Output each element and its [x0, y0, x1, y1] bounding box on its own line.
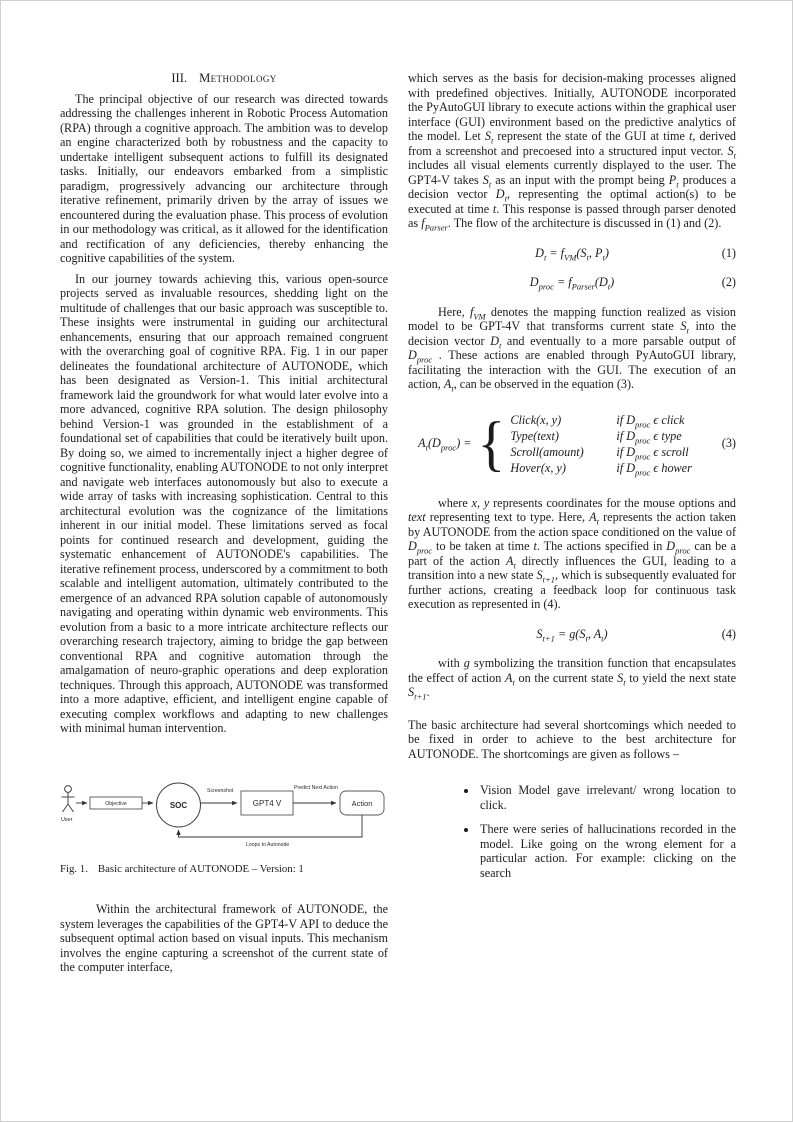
- paragraph-right-1: which serves as the basis for decision-making processes aligned with predefined objectives. Initially, AUTONODE incorporated the PyAutoGUI library to execute actions within the graphical user interface (GUI) environment based on the predictive analytics of the model. Let $S_t$ represent the state of the GUI at time t, derived from a screenshot and precoesed into a structured input vector. $S_t$ includes all visual elements currently displayed to the user. The GPT4-V takes $S_t$ as an input with the prompt being $P_t$ produces a decision vector $D_t$, representing the optimal action(s) to be executed at time t. This response is passed through parser denoted as $f_{Parser}$. The flow of the architecture is discussed in (1) and (2).: [408, 71, 737, 233]
- loop-label: Loops to Autonode: [246, 841, 290, 848]
- equation-3-cases: [510, 412, 691, 476]
- shortcoming-item: • There were series of hallucinations recorded in the model. Like going on the wrong element for a particular action. For example: clicking on the search: [478, 822, 736, 880]
- loop-arrow: [179, 815, 363, 837]
- case-row: [510, 428, 691, 444]
- paragraph-left-2: In our journey towards achieving this, various open-source projects served as invaluable resources, shedding light on the multitude of challenges that our basic approach was susceptible to. These insights were instrumental in guiding our architectural enhancements, ensuring that our approach remained congruent with the overarching goal of cognitive RPA. Fig. 1 in our paper delineates the foundational architecture of AUTONODE, which has been designated as Version-1. This initial architectural framework laid the groundwork for what would later evolve into a more advanced, cognitive RPA solution. The design philosophy behind Version-1 was grounded in the establishment of a foundational set of capabilities that could be iteratively built upon. By doing so, we aimed to incrementally inject a higher degree of cognitive functionality, enabling AUTONODE to not only interpret and navigate web interfaces autonomously but also to execute a wide array of tasks with increasing sophistication. Central to this architectural evolution was the cognizance of the limitations inherent in our initial model. These limitations served as focal points for continued research and development, guiding the systematic enhancement of AUTONODE's capabilities. The iterative refinement process, underscored by a commitment to both scalable and intelligent automation, ultimately contributed to the emergence of an advanced RPA solution capable of autonomously navigating and operating within dynamic web environments. This evolution from a basic to a more intricate architecture reflects our overarching research trajectory, aiming to bridge the gap between conventional RPA and cognitive automation through the amalgamation of neuro-graphic operations and deep exploration techniques. Through this approach, AUTONODE was transformed into a more adaptive, efficient, and intelligent engine capable of executing complex workflows and adapting to new challenges with minimal human intervention.: [60, 271, 388, 735]
- shortcoming-item: • Vision Model gave irrelevant/ wrong location to click.: [478, 783, 736, 812]
- soc-label: SOC: [169, 800, 188, 810]
- case-brace: {: [477, 409, 506, 478]
- section-heading: [60, 71, 388, 86]
- equation-1: [408, 246, 736, 261]
- case-row: [510, 412, 691, 428]
- case-call: Type(text): [510, 428, 559, 443]
- right-column: [408, 71, 736, 890]
- equation-2-body: $D_{proc} = f_{Parser}(D_t)$: [529, 275, 615, 292]
- equation-4-number: (4): [721, 626, 736, 641]
- shortcomings-list: [408, 783, 736, 880]
- paragraph-left-1: The principal objective of our research was directed towards addressing the challenges inherent in Robotic Process Automation (RPA) through a cognitive approach. The ambition was to develop an engine characterized both by robustness and the capacity to undertake intelligent subsequent actions to fulfill its designated tasks. Initially, our endeavors embarked from a simplistic paradigm, progressively advancing our architecture through iterative refinement, primarily driven by the array of issues we encountered during the evaluation phase. This process of evolution in our methodology was critical, as it allowed for the identification and rectification of any deficiencies, thereby enhancing the cognitive capabilities of the system.: [60, 91, 388, 265]
- figure-1-diagram: [60, 780, 388, 854]
- paragraph-right-3: where x, y represents coordinates for the mouse options and text representing text to type. Here, $A_t$ represents the action taken by AUTONODE from the action space conditioned on the value of $D_{proc}$ to be taken at time t. The actions specified in $D_{proc}$ can be a part of the action $A_t$ directly influences the GUI, leading to a transition into a new state $S_{t+1}$, which is subsequently evaluated for further actions, creating a feedback loop for continuous task execution as represented in (4).: [408, 495, 737, 611]
- case-row: [510, 460, 691, 476]
- figure-caption-label: Fig. 1.: [60, 862, 88, 875]
- section-title: Methodology: [199, 71, 277, 85]
- equation-3: [408, 409, 736, 478]
- gpt4v-label: GPT4 V: [252, 798, 282, 808]
- paragraph-right-2: Here, $f_{VM}$ denotes the mapping function realized as vision model to be GPT-4V that transforms current state $S_t$ into the decision vector $D_t$ and eventually to a more parsable output of $D_{proc}$ . These actions are enabled through PyAutoGUI library, facilitating the interaction with the GUI. The execution of an action, $A_t$, can be observed in the equation (3).: [408, 304, 736, 394]
- action-label: Action: [351, 798, 373, 808]
- section-number: III.: [171, 71, 188, 85]
- user-label: User: [61, 816, 73, 823]
- objective-label: Objective: [105, 800, 127, 807]
- predict-next-action-label: Predict Next Action: [294, 784, 338, 791]
- equation-1-body: $D_t = f_{VM}(S_t$, $P_t$): [535, 245, 609, 262]
- architecture-diagram-svg: [60, 780, 392, 854]
- equation-2-number: (2): [721, 275, 736, 289]
- equation-1-number: (1): [721, 245, 736, 260]
- case-cond: if $D_{proc}$ ϵ click: [616, 412, 685, 429]
- user-icon: [62, 785, 75, 811]
- case-call: Hover(x, y): [510, 460, 566, 475]
- equation-4: [408, 627, 736, 642]
- case-row: [510, 444, 691, 460]
- case-cond: if $D_{proc}$ ϵ hower: [616, 460, 692, 477]
- paragraph-right-5: The basic architecture had several shortcomings which needed to be fixed in order to achieve to the best architecture for AUTONODE. The shortcomings are given as follows –: [408, 717, 736, 761]
- equation-3-lhs: $A_t(D_{proc})$ =: [418, 436, 472, 453]
- screenshot-label: Screenshot: [207, 787, 234, 794]
- equation-4-body: $S_{t+1} = g(S_t$, $A_t$): [536, 626, 608, 643]
- case-call: Click(x, y): [510, 412, 562, 427]
- equation-2: [408, 275, 736, 290]
- paragraph-left-3: Within the architectural framework of AUTONODE, the system leverages the capabilities of the GPT4-V API to deduce the subsequent optimal action based on visual inputs. This mechanism involves the engine capturing a screenshot of the current state of the computer interface,: [60, 902, 388, 974]
- paragraph-right-4: with g symbolizing the transition function that encapsulates the effect of action $A_t$ on the current state $S_t$ to yield the next state $S_{t+1}$.: [408, 656, 736, 702]
- case-cond: if $D_{proc}$ ϵ type: [616, 428, 682, 445]
- figure-caption: [60, 862, 388, 877]
- equation-3-number: (3): [721, 436, 736, 451]
- case-call: Scroll(amount): [510, 444, 584, 459]
- left-column: [60, 71, 388, 975]
- case-cond: if $D_{proc}$ ϵ scroll: [616, 444, 689, 461]
- figure-caption-text: Basic architecture of AUTONODE – Version: 1: [97, 862, 304, 875]
